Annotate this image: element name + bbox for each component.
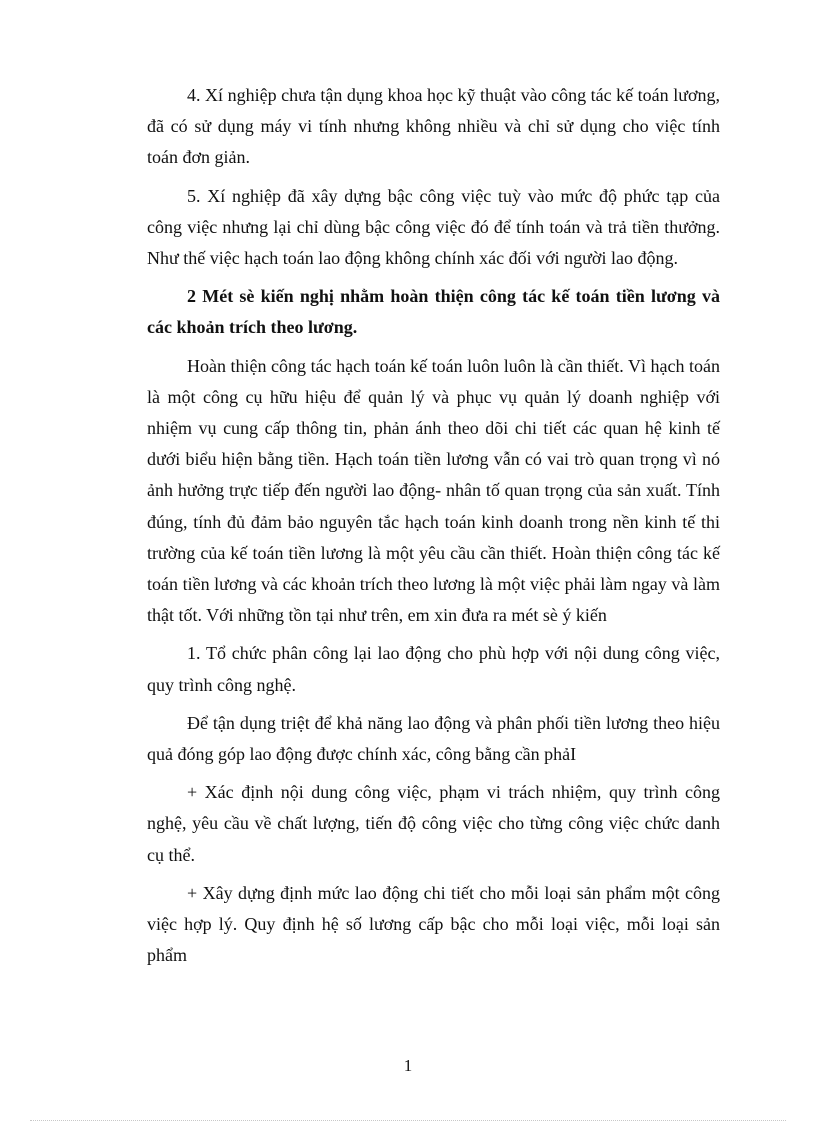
paragraph-bullet-2: + Xây dựng định mức lao động chi tiết cho mỗi loại sản phẩm một công việc hợp lý. Quy định hệ số lương cấp bậc cho mỗi loại việc, mỗi loại sản phẩm xyxy=(147,882,720,966)
paragraph-item-4: 4. Xí nghiệp chưa tận dụng khoa học kỹ thuật vào công tác kế toán lương, đã có sử dụng máy vi tính nhưng không nhiều và chỉ sử dụng cho việc tính toán đơn giản. xyxy=(147,85,720,168)
page-number: 1 xyxy=(403,1056,413,1075)
document-body xyxy=(147,80,720,978)
paragraph-recommendation-1: 1. Tổ chức phân công lại lao động cho phù hợp với nội dung công việc, quy trình công nghệ. xyxy=(147,643,720,695)
section-heading: 2 Mét sè kiến nghị nhằm hoàn thiện công tác kế toán tiền lương và các khoản trích theo lương. xyxy=(147,286,720,338)
page-bottom-divider xyxy=(30,1120,786,1121)
paragraph-item-5: 5. Xí nghiệp đã xây dựng bậc công việc tuỳ vào mức độ phức tạp của công việc nhưng lại chỉ dùng bậc công việc đó để tính toán và trả tiền thưởng. Như thế việc hạch toán lao động không chính xác đối với người lao động. xyxy=(147,185,720,269)
paragraph-intro: Hoàn thiện công tác hạch toán kế toán luôn luôn là cần thiết. Vì hạch toán là một công cụ hữu hiệu để quản lý và phục vụ quản lý doanh nghiệp với nhiệm vụ cung cấp thông tin, phản ánh theo dõi chi tiết các quan hệ kinh tế dưới biểu hiện bằng tiền. Hạch toán tiền lương vẫn có vai trò quan trọng vì nó ảnh hưởng trực tiếp đến người lao động- nhân tố quan trọng của sản xuất. Tính đúng, tính đủ đảm bảo nguyên tắc hạch toán kinh doanh trong nền kinh tế thi trường của kế toán tiền lương là một yêu cầu cần thiết. Hoàn thiện công tác kế toán tiền lương và các khoản trích theo lương là một việc phải làm ngay và làm thật tốt. Với những tồn tại như trên, em xin đưa ra mét sè ý kiến xyxy=(147,355,720,626)
paragraph-bullet-1: + Xác định nội dung công việc, phạm vi trách nhiệm, quy trình công nghệ, yêu cầu về chất lượng, tiến độ công việc cho từng công việc chức danh cụ thể. xyxy=(147,782,720,865)
paragraph-requirement: Để tận dụng triệt để khả năng lao động và phân phối tiền lương theo hiệu quả đóng góp lao động được chính xác, công bằng cần phảI xyxy=(147,712,720,765)
